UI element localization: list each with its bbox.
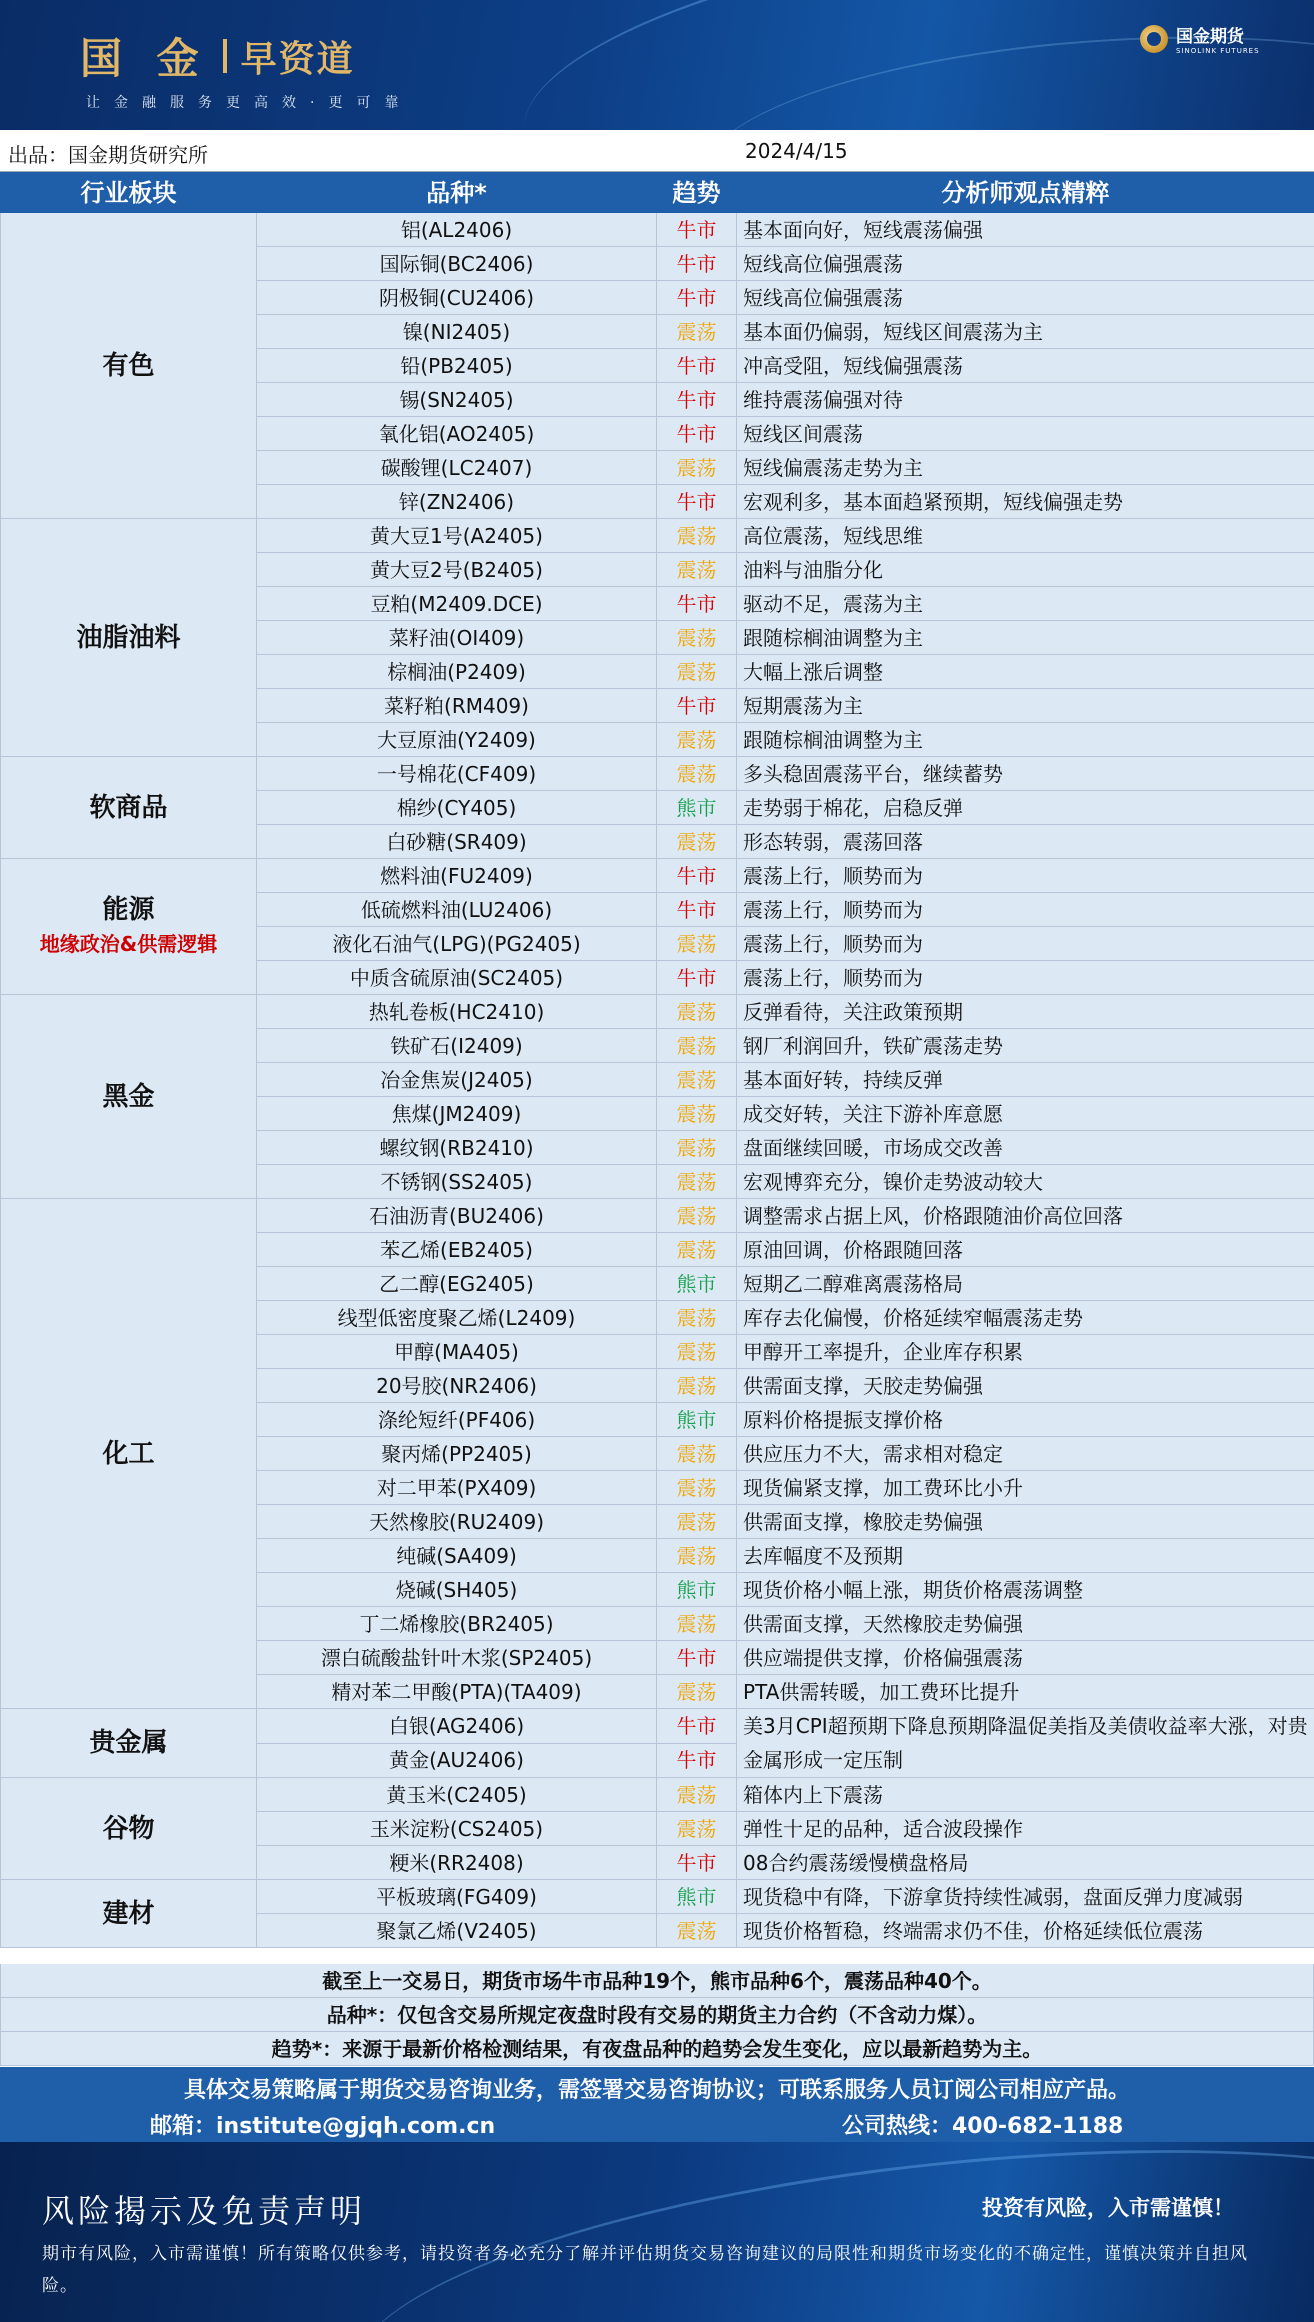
view-cell: 震荡上行，顺势而为 [737, 927, 1314, 961]
view-cell: 大幅上涨后调整 [737, 655, 1314, 689]
trend-cell: 牛市 [657, 1846, 737, 1880]
view-cell: 08合约震荡缓慢横盘格局 [737, 1846, 1314, 1880]
trend-cell: 牛市 [657, 417, 737, 451]
table-row [1, 1778, 1314, 1812]
logo-en: SINOLINK FUTURES [1176, 47, 1260, 55]
header-sector: 行业板块 [1, 173, 257, 213]
view-cell: 形态转弱，震荡回落 [737, 825, 1314, 859]
view-cell: 基本面好转，持续反弹 [737, 1063, 1314, 1097]
trend-cell: 牛市 [657, 383, 737, 417]
email: 邮箱：institute@gjqh.com.cn [150, 2114, 496, 2139]
sector-name: 有色 [102, 350, 155, 381]
variety-cell: 国际铜(BC2406) [257, 247, 657, 281]
view-cell: 供需面支撑，天胶走势偏强 [737, 1369, 1314, 1403]
trend-cell: 震荡 [657, 621, 737, 655]
view-cell: 基本面向好，短线震荡偏强 [737, 213, 1314, 247]
trend-cell: 震荡 [657, 1607, 737, 1641]
trend-cell: 震荡 [657, 927, 737, 961]
trend-cell: 震荡 [657, 1199, 737, 1233]
trend-cell: 牛市 [657, 1743, 737, 1778]
view-cell: 宏观利多，基本面趋紧预期，短线偏强走势 [737, 485, 1314, 519]
variety-cell: 平板玻璃(FG409) [257, 1880, 657, 1914]
sector-name: 软商品 [89, 792, 168, 823]
variety-cell: 聚丙烯(PP2405) [257, 1437, 657, 1471]
trend-cell: 震荡 [657, 1063, 737, 1097]
view-cell: 反弹看待，关注政策预期 [737, 995, 1314, 1029]
variety-cell: 低硫燃料油(LU2406) [257, 893, 657, 927]
trend-cell: 牛市 [657, 281, 737, 315]
variety-cell: 涤纶短纤(PF406) [257, 1403, 657, 1437]
variety-cell: 中质含硫原油(SC2405) [257, 961, 657, 995]
view-cell: 冲高受阻，短线偏强震荡 [737, 349, 1314, 383]
view-cell: 震荡上行，顺势而为 [737, 893, 1314, 927]
variety-cell: 天然橡胶(RU2409) [257, 1505, 657, 1539]
report-date: 2024/4/15 [745, 139, 848, 163]
trend-cell: 震荡 [657, 1437, 737, 1471]
variety-cell: 冶金焦炭(J2405) [257, 1063, 657, 1097]
trend-cell: 震荡 [657, 1505, 737, 1539]
trend-cell: 震荡 [657, 1369, 737, 1403]
sector-name: 化工 [102, 1438, 155, 1469]
view-cell: 原油回调，价格跟随回落 [737, 1233, 1314, 1267]
sector-name: 能源 [102, 894, 155, 925]
brand-sub: 早资道 [240, 38, 355, 80]
view-cell: 跟随棕榈油调整为主 [737, 621, 1314, 655]
trend-cell: 牛市 [657, 859, 737, 893]
variety-cell: 锡(SN2405) [257, 383, 657, 417]
view-cell: 美3月CPI超预期下降息预期降温促美指及美债收益率大涨，对贵金属形成一定压制 [737, 1709, 1314, 1778]
trend-cell: 震荡 [657, 553, 737, 587]
view-cell: 维持震荡偏强对待 [737, 383, 1314, 417]
variety-cell: 铅(PB2405) [257, 349, 657, 383]
variety-cell: 乙二醇(EG2405) [257, 1267, 657, 1301]
trend-cell: 熊市 [657, 1403, 737, 1437]
table-row [1, 519, 1314, 553]
variety-cell: 20号胶(NR2406) [257, 1369, 657, 1403]
trend-cell: 牛市 [657, 961, 737, 995]
producer: 出品：国金期货研究所 [8, 143, 208, 167]
table-header-row [1, 173, 1314, 213]
sector-note: 地缘政治&供需逻辑 [39, 931, 218, 956]
variety-cell: 碳酸锂(LC2407) [257, 451, 657, 485]
variety-cell: 黄金(AU2406) [257, 1743, 657, 1778]
variety-cell: 苯乙烯(EB2405) [257, 1233, 657, 1267]
view-cell: 震荡上行，顺势而为 [737, 859, 1314, 893]
risk-title: 风险揭示及免责声明 [42, 2192, 367, 2230]
trend-cell: 震荡 [657, 1233, 737, 1267]
summary-note: 截至上一交易日，期货市场牛市品种19个，熊市品种6个，震荡品种40个。 [0, 1964, 1314, 1998]
view-cell: 盘面继续回暖，市场成交改善 [737, 1131, 1314, 1165]
risk-slogan: 投资有风险，入市需谨慎！ [982, 2196, 1234, 2220]
variety-cell: 黄大豆1号(A2405) [257, 519, 657, 553]
variety-note: 品种*：仅包含交易所规定夜盘时段有交易的期货主力合约（不含动力煤）。 [0, 1998, 1314, 2032]
view-cell: 油料与油脂分化 [737, 553, 1314, 587]
variety-cell: 氧化铝(AO2405) [257, 417, 657, 451]
variety-cell: 纯碱(SA409) [257, 1539, 657, 1573]
header-variety: 品种* [257, 173, 657, 213]
trend-cell: 熊市 [657, 791, 737, 825]
view-cell: 现货偏紧支撑，加工费环比小升 [737, 1471, 1314, 1505]
variety-cell: 大豆原油(Y2409) [257, 723, 657, 757]
variety-cell: 焦煤(JM2409) [257, 1097, 657, 1131]
variety-cell: 对二甲苯(PX409) [257, 1471, 657, 1505]
view-cell: 供需面支撑，天然橡胶走势偏强 [737, 1607, 1314, 1641]
variety-cell: 阴极铜(CU2406) [257, 281, 657, 315]
header-trend: 趋势 [657, 173, 737, 213]
meta-row [0, 130, 1314, 172]
header-banner [0, 0, 1314, 130]
variety-cell: 聚氯乙烯(V2405) [257, 1914, 657, 1948]
view-cell: 短期乙二醇难离震荡格局 [737, 1267, 1314, 1301]
sector-cell [1, 1778, 257, 1880]
trend-cell: 震荡 [657, 1131, 737, 1165]
view-cell: 跟随棕榈油调整为主 [737, 723, 1314, 757]
trend-cell: 震荡 [657, 1812, 737, 1846]
company-logo [1140, 22, 1260, 55]
table-row [1, 1199, 1314, 1233]
sector-cell [1, 859, 257, 995]
brand-tagline: 让金融服务更高效·更可靠 [86, 95, 413, 111]
variety-cell: 烧碱(SH405) [257, 1573, 657, 1607]
variety-cell: 不锈钢(SS2405) [257, 1165, 657, 1199]
trend-cell: 震荡 [657, 995, 737, 1029]
view-cell: 库存去化偏慢，价格延续窄幅震荡走势 [737, 1301, 1314, 1335]
view-cell: 短线区间震荡 [737, 417, 1314, 451]
trend-cell: 震荡 [657, 1778, 737, 1812]
view-cell: 现货价格小幅上涨，期货价格震荡调整 [737, 1573, 1314, 1607]
hotline: 公司热线：400-682-1188 [842, 2114, 1124, 2139]
trend-cell: 震荡 [657, 1335, 737, 1369]
trend-cell: 牛市 [657, 349, 737, 383]
table-row [1, 1880, 1314, 1914]
trend-note: 趋势*：来源于最新价格检测结果，有夜盘品种的趋势会发生变化，应以最新趋势为主。 [0, 2032, 1314, 2066]
trend-cell: 震荡 [657, 519, 737, 553]
view-cell: 弹性十足的品种，适合波段操作 [737, 1812, 1314, 1846]
view-cell: 成交好转，关注下游补库意愿 [737, 1097, 1314, 1131]
trend-cell: 震荡 [657, 1097, 737, 1131]
company-logo-icon [1140, 25, 1168, 53]
variety-cell: 燃料油(FU2409) [257, 859, 657, 893]
trend-cell: 牛市 [657, 485, 737, 519]
variety-cell: 豆粕(M2409.DCE) [257, 587, 657, 621]
view-cell: PTA供需转暖，加工费环比提升 [737, 1675, 1314, 1709]
trend-cell: 震荡 [657, 1539, 737, 1573]
sector-cell [1, 1709, 257, 1778]
variety-cell: 锌(ZN2406) [257, 485, 657, 519]
trend-cell: 震荡 [657, 655, 737, 689]
sector-name: 谷物 [102, 1813, 155, 1844]
variety-cell: 棕榈油(P2409) [257, 655, 657, 689]
consult-note: 具体交易策略属于期货交易咨询业务，需签署交易咨询协议；可联系服务人员订阅公司相应产品。 [183, 2078, 1130, 2103]
trend-cell: 牛市 [657, 213, 737, 247]
trend-cell: 牛市 [657, 1641, 737, 1675]
table-row [1, 1709, 1314, 1744]
sector-name: 黑金 [102, 1081, 155, 1112]
view-cell: 基本面仍偏弱，短线区间震荡为主 [737, 315, 1314, 349]
variety-cell: 甲醇(MA405) [257, 1335, 657, 1369]
trend-cell: 震荡 [657, 315, 737, 349]
sector-cell [1, 1199, 257, 1709]
variety-cell: 白银(AG2406) [257, 1709, 657, 1744]
contact-bar [0, 2067, 1314, 2142]
view-cell: 短线高位偏强震荡 [737, 281, 1314, 315]
variety-cell: 线型低密度聚乙烯(L2409) [257, 1301, 657, 1335]
view-cell: 原料价格提振支撑价格 [737, 1403, 1314, 1437]
table-row [1, 859, 1314, 893]
sector-cell [1, 213, 257, 519]
variety-cell: 玉米淀粉(CS2405) [257, 1812, 657, 1846]
header-view: 分析师观点精粹 [737, 173, 1314, 213]
table-body [1, 213, 1314, 1948]
trend-cell: 牛市 [657, 587, 737, 621]
variety-cell: 菜籽油(OI409) [257, 621, 657, 655]
table-row [1, 213, 1314, 247]
trend-cell: 震荡 [657, 451, 737, 485]
sector-name: 油脂油料 [76, 622, 181, 653]
view-cell: 甲醇开工率提升，企业库存积累 [737, 1335, 1314, 1369]
trend-cell: 震荡 [657, 1301, 737, 1335]
sector-cell [1, 519, 257, 757]
variety-cell: 石油沥青(BU2406) [257, 1199, 657, 1233]
trend-cell: 震荡 [657, 757, 737, 791]
view-cell: 短线偏震荡走势为主 [737, 451, 1314, 485]
notes [0, 1964, 1314, 2066]
variety-cell: 菜籽粕(RM409) [257, 689, 657, 723]
sector-cell [1, 995, 257, 1199]
trend-cell: 震荡 [657, 825, 737, 859]
brand-main: 国 金 [80, 34, 209, 83]
sector-cell [1, 1880, 257, 1948]
risk-disclaimer [0, 2142, 1314, 2322]
variety-cell: 液化石油气(LPG)(PG2405) [257, 927, 657, 961]
variety-cell: 白砂糖(SR409) [257, 825, 657, 859]
view-cell: 宏观博弈充分，镍价走势波动较大 [737, 1165, 1314, 1199]
view-cell: 短期震荡为主 [737, 689, 1314, 723]
sector-name: 建材 [102, 1898, 155, 1929]
view-cell: 钢厂利润回升，铁矿震荡走势 [737, 1029, 1314, 1063]
table-row [1, 995, 1314, 1029]
variety-cell: 一号棉花(CF409) [257, 757, 657, 791]
table-row [1, 757, 1314, 791]
variety-cell: 丁二烯橡胶(BR2405) [257, 1607, 657, 1641]
variety-cell: 螺纹钢(RB2410) [257, 1131, 657, 1165]
view-cell: 震荡上行，顺势而为 [737, 961, 1314, 995]
view-cell: 供应压力不大，需求相对稳定 [737, 1437, 1314, 1471]
variety-cell: 铁矿石(I2409) [257, 1029, 657, 1063]
view-cell: 驱动不足，震荡为主 [737, 587, 1314, 621]
trend-cell: 熊市 [657, 1573, 737, 1607]
view-cell: 箱体内上下震荡 [737, 1778, 1314, 1812]
brand-title [80, 26, 355, 86]
view-cell: 现货价格暂稳，终端需求仍不佳，价格延续低位震荡 [737, 1914, 1314, 1948]
view-cell: 走势弱于棉花，启稳反弹 [737, 791, 1314, 825]
variety-cell: 棉纱(CY405) [257, 791, 657, 825]
view-cell: 短线高位偏强震荡 [737, 247, 1314, 281]
risk-body: 期市有风险，入市需谨慎！所有策略仅供参考，请投资者务必充分了解并评估期货交易咨询建议的局限性和期货市场变化的不确定性，谨慎决策并自担风险。 [42, 2244, 1248, 2296]
variety-cell: 铝(AL2406) [257, 213, 657, 247]
variety-cell: 漂白硫酸盐针叶木浆(SP2405) [257, 1641, 657, 1675]
view-cell: 调整需求占据上风，价格跟随油价高位回落 [737, 1199, 1314, 1233]
logo-cn: 国金期货 [1176, 27, 1244, 47]
sector-cell [1, 757, 257, 859]
trend-cell: 震荡 [657, 723, 737, 757]
trend-cell: 震荡 [657, 1675, 737, 1709]
variety-cell: 精对苯二甲酸(PTA)(TA409) [257, 1675, 657, 1709]
sector-name: 贵金属 [89, 1728, 168, 1758]
brand-separator [223, 39, 227, 73]
variety-cell: 粳米(RR2408) [257, 1846, 657, 1880]
trend-cell: 震荡 [657, 1165, 737, 1199]
trend-cell: 牛市 [657, 247, 737, 281]
view-cell: 现货稳中有降，下游拿货持续性减弱，盘面反弹力度减弱 [737, 1880, 1314, 1914]
trend-cell: 震荡 [657, 1914, 737, 1948]
trend-cell: 震荡 [657, 1029, 737, 1063]
view-cell: 供需面支撑，橡胶走势偏强 [737, 1505, 1314, 1539]
market-table [0, 172, 1314, 1948]
trend-cell: 牛市 [657, 893, 737, 927]
view-cell: 供应端提供支撑，价格偏强震荡 [737, 1641, 1314, 1675]
variety-cell: 黄大豆2号(B2405) [257, 553, 657, 587]
view-cell: 高位震荡，短线思维 [737, 519, 1314, 553]
view-cell: 多头稳固震荡平台，继续蓄势 [737, 757, 1314, 791]
trend-cell: 震荡 [657, 1471, 737, 1505]
variety-cell: 镍(NI2405) [257, 315, 657, 349]
variety-cell: 热轧卷板(HC2410) [257, 995, 657, 1029]
trend-cell: 牛市 [657, 1709, 737, 1744]
view-cell: 去库幅度不及预期 [737, 1539, 1314, 1573]
trend-cell: 熊市 [657, 1880, 737, 1914]
trend-cell: 牛市 [657, 689, 737, 723]
variety-cell: 黄玉米(C2405) [257, 1778, 657, 1812]
trend-cell: 熊市 [657, 1267, 737, 1301]
